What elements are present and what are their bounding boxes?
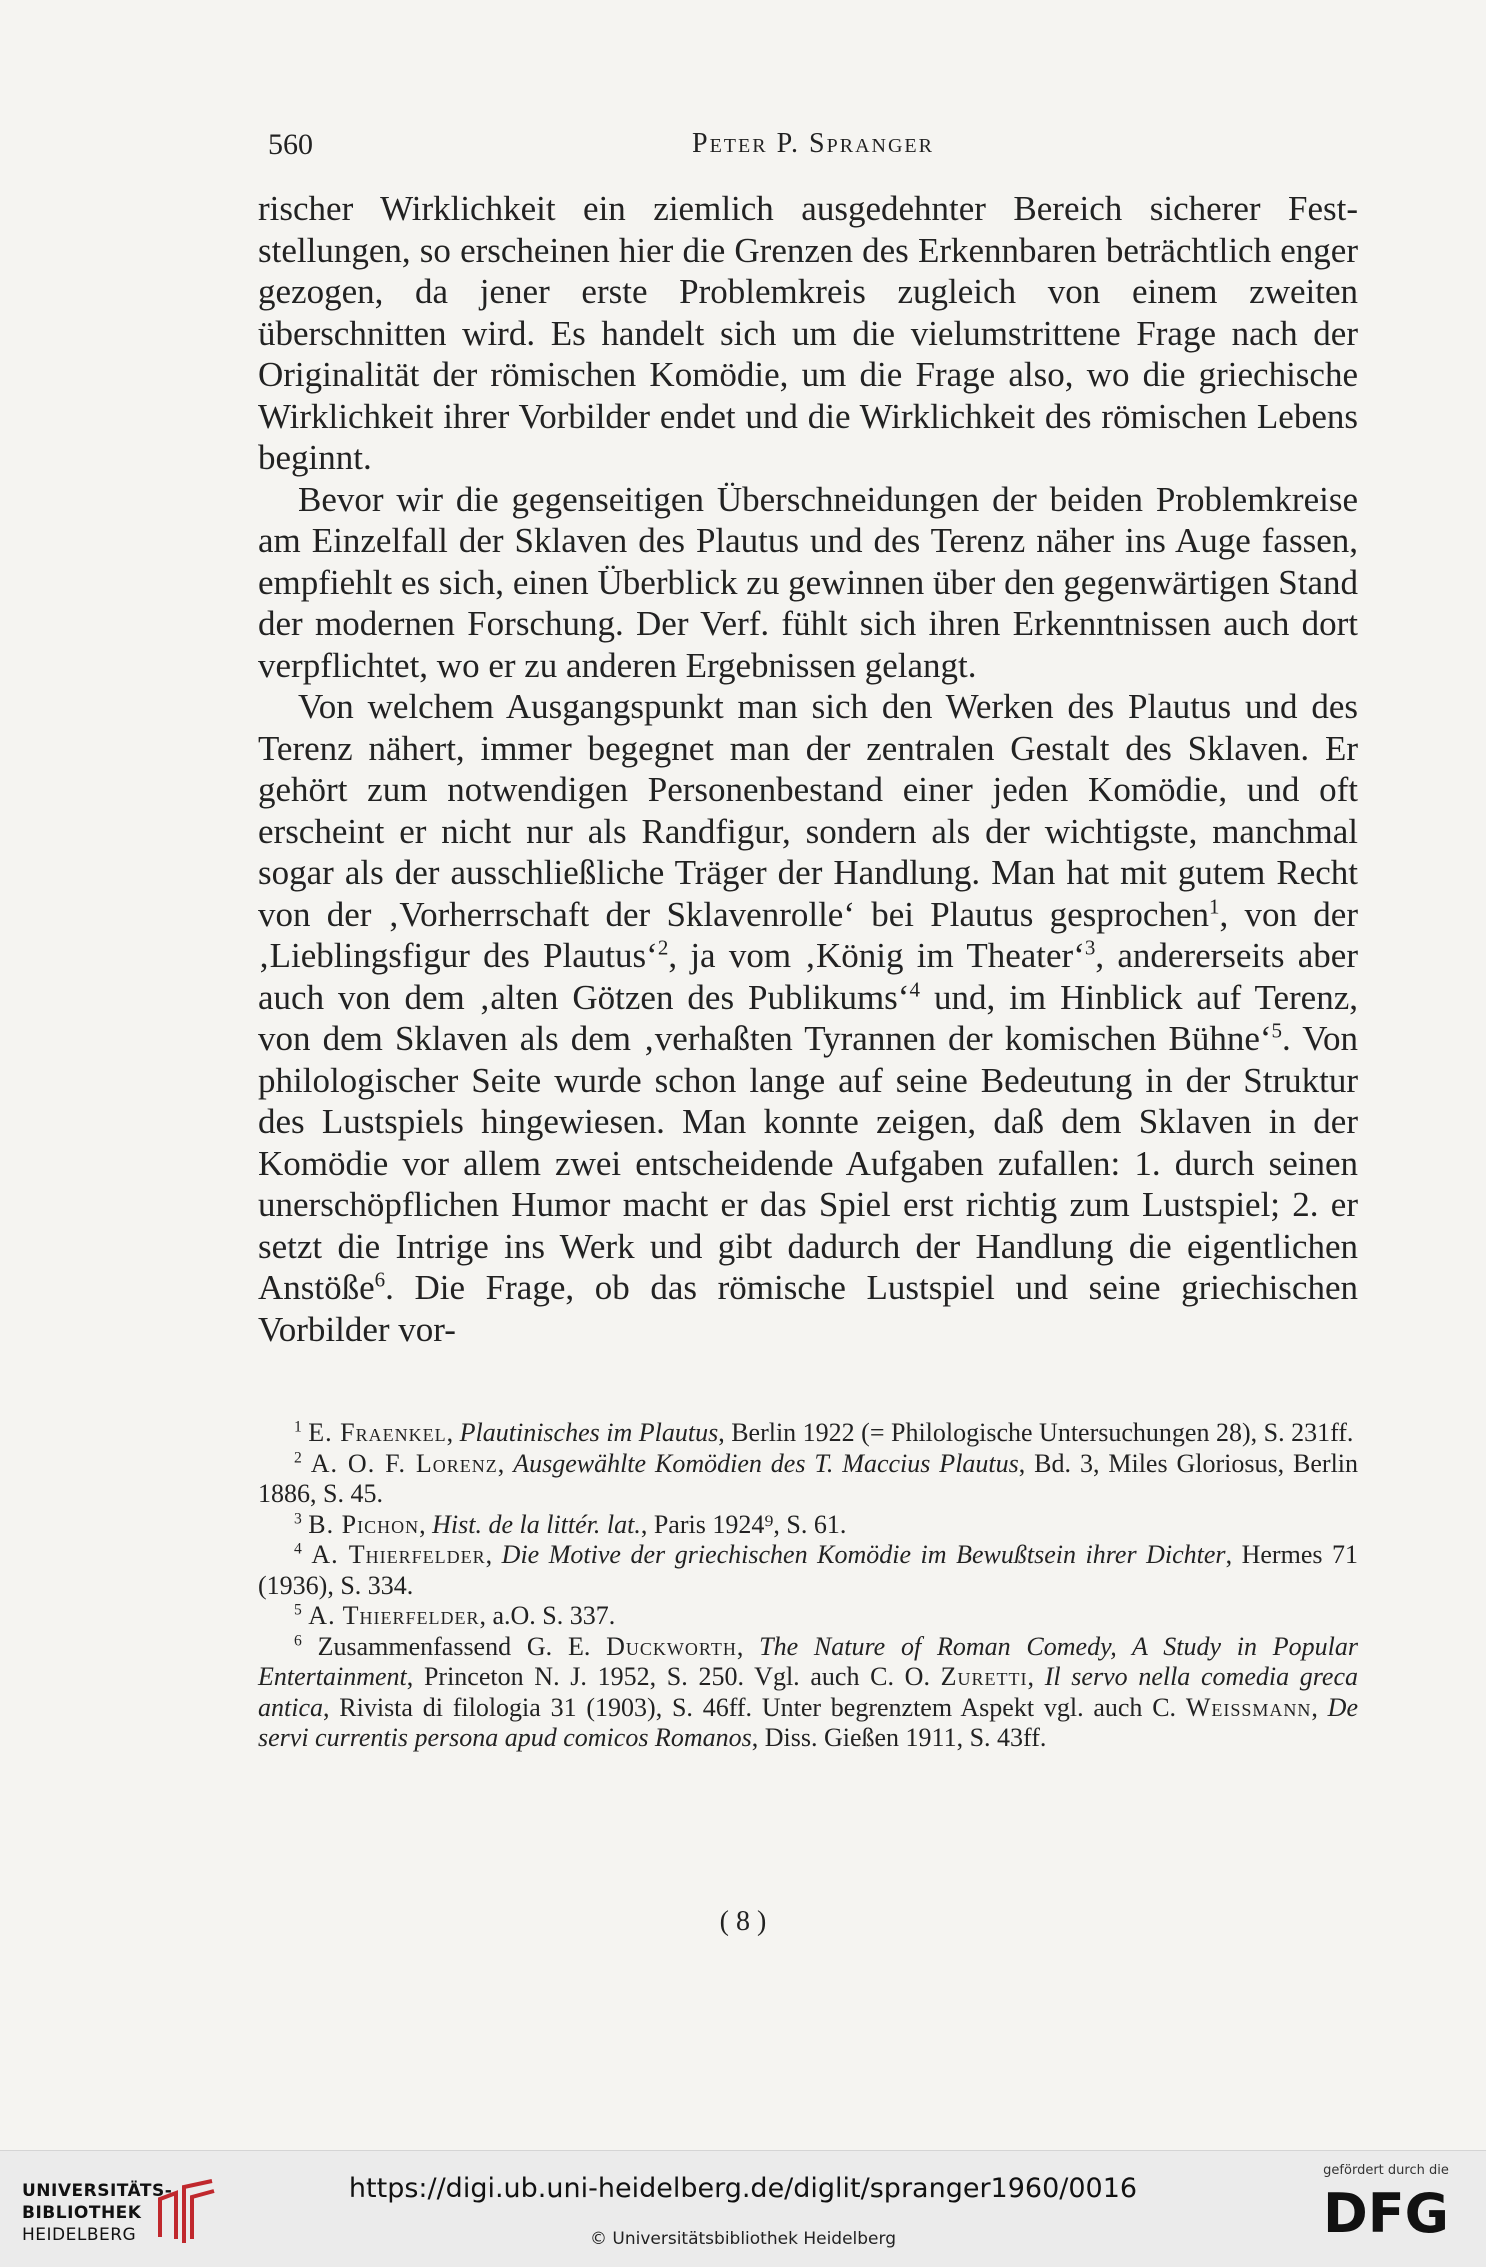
main-text [258,188,1358,1350]
library-name-line-1: UNIVERSITÄTS- [22,2181,173,2201]
footnote-ref-5[interactable]: 5 [1271,1018,1283,1043]
library-name-line-2: BIBLIOTHEK [22,2203,142,2223]
text-segment: . Die Frage, ob das römische Lustspiel und seine griechischen Vorbilder vor- [258,1268,1358,1349]
footnote-4: $^4$ A. Thierfelder, Die Motive der griechischen Komödie im Bewußtsein ihrer Dichter, Hermes 71 (1936), S. 334. [258,1540,1359,1600]
funder-label: gefördert durch die [1323,2163,1449,2178]
footnote-title: Hist. de la littér. lat. [432,1509,641,1539]
text-segment: , ja vom ‚König im Theater‘ [668,936,1085,975]
footnote-title: Die Motive der griechischen Komödie im Bewußtsein ihrer Dichter [501,1540,1226,1569]
footnote-number: 2 [294,1448,302,1466]
footnote-3: $^3$ B. Pichon, Hist. de la littér. lat., Paris 1924⁹, S. 61. [294,1509,847,1539]
footnote-title: De servi currentis persona apud comicos Romanos [258,1692,1358,1752]
page-header [268,128,1358,168]
footnote-text: , Berlin 1922 (= Philologische Untersuchungen 28), S. 231ff. [718,1418,1354,1447]
footnote-author: Weissmann [1185,1692,1312,1722]
paragraph-2: Bevor wir die gegenseitigen Überschneidungen der beiden Problemkreise am Einzelfall der Sklaven des Plautus und des Terenz näher ins Auge fassen, empfiehlt es sich, einen Überblick zu gewinnen über den gegenwärtigen Stand der modernen Forschung. Der Verf. fühlt sich ihren Erkenntnissen auch dort verpflichtet, wo er zu anderen Ergebnissen gelangt. [258,479,1358,685]
footnote-text: , Princeton N. J. 1952, S. 250. Vgl. auch C. O. [406,1662,941,1691]
footnote-title: Ausgewählte Komödien des T. Maccius Plautus [513,1448,1019,1478]
footnote-author: E. Fraenkel [308,1418,447,1447]
footnote-text: Zusammenfassend G. E. [317,1631,607,1661]
page-number: 560 [268,128,313,161]
footnote-author: Duckworth [606,1631,737,1661]
footnote-text: , Rivista di filologia 31 (1903), S. 46ff. Unter begrenztem Aspekt vgl. auch C. [323,1692,1186,1722]
footnote-number: 5 [294,1601,302,1619]
footnote-ref-6[interactable]: 6 [374,1267,386,1292]
footnote-text: , a.O. S. 337. [479,1601,616,1630]
footnote-text: , Paris 1924⁹, S. 61. [640,1509,847,1539]
dfg-logo-text: DFG [1322,2182,1450,2242]
library-name-line-3: HEIDELBERG [22,2225,137,2245]
text-segment: und, im Hinblick auf Terenz, von dem Sklaven als dem ‚verhaßten Tyrannen der komischen Bühne‘ [258,977,1359,1058]
viewer-footer [0,2150,1486,2267]
footnote-author: B. Pichon [308,1509,420,1539]
funder-logo[interactable] [1316,2163,1456,2259]
footnote-ref-4[interactable]: 4 [909,976,920,1001]
footnote-number: 4 [294,1540,302,1558]
footnote-ref-2[interactable]: 2 [657,935,669,960]
footnote-title: The Nature of Roman Comedy, A Study in Popular Entertainment [258,1631,1359,1691]
dfg-logo-icon [1318,2182,1454,2242]
footnote-author: A. Thierfelder [311,1540,486,1569]
footnote-title: Il servo nella comedia greca antica [258,1662,1359,1722]
paragraph-3 [258,686,1358,1350]
footnote-number: 3 [294,1509,302,1527]
paragraph-1: rischer Wirklichkeit ein ziemlich ausgedehnter Bereich sicherer Feststellungen, so erscheinen hier die Grenzen des Erkennbaren beträchtlich enger gezogen, da jener erste Problemkreis zugleich von einem zweiten überschnitten wird. Es handelt sich um die vielumstrittene Frage nach der Originalität der römischen Komödie, um die Frage also, wo die griechische Wirklichkeit ihrer Vorbilder endet und die Wirklichkeit des römischen Lebens beginnt. [258,189,1358,477]
footnote-ref-3[interactable]: 3 [1084,935,1096,960]
footnote-6: $^6$ Zusammenfassend G. E. Duckworth, The Nature of Roman Comedy, A Study in Popular Entertainment, Princeton N. J. 1952, S. 250. Vgl. auch C. O. Zuretti, Il servo nella comedia greca antica, Rivista di filologia 31 (1903), S. 46ff. Unter begrenztem Aspekt vgl. auch C. Weissmann, De servi currentis persona apud comicos Romanos, Diss. Gießen 1911, S. 43ff. [258,1631,1359,1752]
text-segment: . Von philologischer Seite wurde schon lange auf seine Bedeutung in der Struktur des Lustspiels hingewiesen. Man konnte zeigen, daß dem Sklaven in der Komödie vor allem zwei entscheidende Aufgaben zufallen: 1. durch seinen unerschöpflichen Humor macht er das Spiel erst richtig zum Lustspiel; 2. er setzt die Intrige ins Werk und gibt dadurch der Handlung die eigentlichen Anstöße [258,1019,1358,1307]
footnote-text: , Hermes 71 (1936), S. 334. [258,1540,1359,1600]
copyright-notice: © Universitätsbibliothek Heidelberg [589,2229,896,2249]
footnote-author: A. Thierfelder [308,1601,480,1630]
text-segment: Von welchem Ausgangspunkt man sich den Werken des Plautus und des Terenz nähert, immer begegnet man der zentralen Gestalt des Sklaven. Er gehört zum notwendigen Personenbestand einer jeden Komödie, und oft erscheint er nicht nur als Randfigur, sondern als der wichtigste, manchmal sogar als der ausschließliche Träger der Handlung. Man hat mit gutem Recht von der ‚Vorherrschaft der Sklavenrolle‘ bei Plautus gesprochen [258,687,1358,934]
permalink-url[interactable]: https://digi.ub.uni-heidelberg.de/diglit/spranger1960/0016 [348,2173,1138,2204]
text-segment: , andererseits aber auch von dem ‚alten Götzen des Publikums‘ [258,936,1358,1017]
footnote-number: 6 [294,1631,302,1649]
footnote-author: Zuretti [940,1662,1028,1691]
footnote-text: , Bd. 3, Miles Gloriosus, Berlin 1886, S. 45. [258,1448,1359,1508]
footnote-1: $^1$ E. Fraenkel, Plautinisches im Plautus, Berlin 1922 (= Philologische Untersuchungen 28), S. 231ff. [294,1418,1354,1447]
footnote-ref-1[interactable]: 1 [1209,893,1220,918]
text-segment: , von der ‚Lieblingsfigur des Plautus‘ [258,894,1358,975]
running-head: Peter P. Spranger [692,128,934,159]
footnotes [258,1418,1358,1754]
footnote-text: , Diss. Gießen 1911, S. 43ff. [751,1723,1047,1752]
footnote-5 [258,1601,1358,1632]
footnote-title: Plautinisches im Plautus [459,1418,719,1447]
footnote-2: $^2$ A. O. F. Lorenz, Ausgewählte Komödien des T. Maccius Plautus, Bd. 3, Miles Gloriosus, Berlin 1886, S. 45. [258,1448,1359,1508]
footnote-author: A. O. F. Lorenz [310,1448,498,1478]
sheet-number: ( 8 ) [719,1906,767,1937]
footnote-number: 1 [294,1418,302,1436]
